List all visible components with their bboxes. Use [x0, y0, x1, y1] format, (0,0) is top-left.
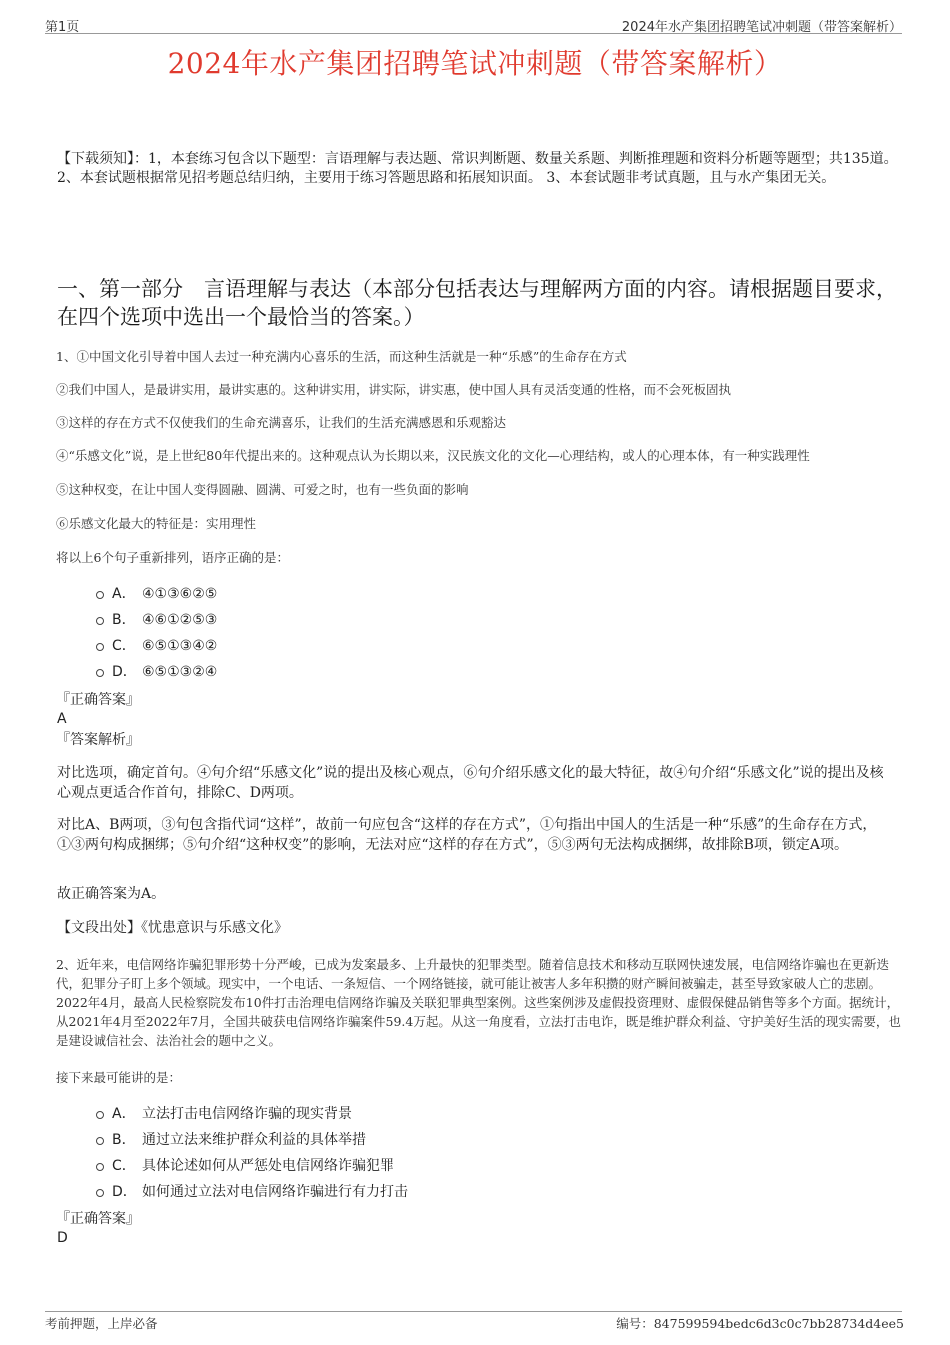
radio-icon[interactable] [96, 591, 104, 599]
section-heading: 一、第一部分 言语理解与表达（本部分包括表达与理解两方面的内容。请根据题目要求，在四个选项中选出一个最恰当的答案。） [57, 277, 897, 329]
radio-icon[interactable] [96, 1163, 104, 1171]
q2-option-c[interactable]: C． 具体论述如何从严惩处电信网络诈骗犯罪 [96, 1156, 394, 1176]
q1-sentence-2: ②我们中国人，是最讲实用，最讲实惠的。这种讲实用，讲实际，讲实惠，使中国人具有灵活变通的性格，而不会死板固执 [56, 382, 732, 397]
radio-icon[interactable] [96, 1189, 104, 1197]
q2-option-a[interactable]: A． 立法打击电信网络诈骗的现实背景 [96, 1104, 352, 1124]
q1-option-d[interactable]: D． ⑥⑤①③②④ [96, 662, 217, 682]
q1-prompt: 将以上6个句子重新排列，语序正确的是： [56, 550, 289, 565]
q1-answer-label: 『正确答案』 [56, 692, 140, 708]
header-doc-title: 2024年水产集团招聘笔试冲刺题（带答案解析） [621, 20, 902, 35]
q1-stem: 1、①中国文化引导着中国人去过一种充满内心喜乐的生活，而这种生活就是一种“乐感”的生命存在方式 [56, 349, 627, 364]
q1-analysis-label: 『答案解析』 [56, 732, 140, 748]
radio-icon[interactable] [96, 669, 104, 677]
footer-divider [45, 1311, 902, 1312]
header-divider [45, 33, 902, 34]
q1-sentence-4: ④“乐感文化”说，是上世纪80年代提出来的。这种观点认为长期以来，汉民族文化的文化—心理结构，或人的心理本体，有一种实践理性 [56, 448, 810, 463]
q1-answer: A [57, 711, 67, 727]
q1-source: 【文段出处】《忧患意识与乐感文化》 [57, 920, 288, 936]
q1-sentence-6: ⑥乐感文化最大的特征是：实用理性 [56, 516, 257, 531]
footer-doc-id: 编号：847599594bedc6d3c0c7bb28734d4ee5 [616, 1316, 904, 1331]
q2-option-b[interactable]: B． 通过立法来维护群众利益的具体举措 [96, 1130, 366, 1150]
download-notice: 【下载须知】：1，本套练习包含以下题型：言语理解与表达题、常识判断题、数量关系题、判断推理题和资料分析题等题型；共135道。 2、本套试题根据常见招考题总结归纳，主要用于练习答题思路和拓展知识面。 3、本套试题非考试真题，且与水产集团无关。 [57, 151, 898, 186]
q1-sentence-5: ⑤这种权变，在让中国人变得圆融、圆满、可爱之时，也有一些负面的影响 [56, 482, 469, 497]
radio-icon[interactable] [96, 1137, 104, 1145]
q2-answer-label: 『正确答案』 [56, 1211, 140, 1227]
q1-option-b[interactable]: B． ④⑥①②⑤③ [96, 610, 217, 630]
q2-stem: 2、近年来，电信网络诈骗犯罪形势十分严峻，已成为发案最多、上升最快的犯罪类型。随着信息技术和移动互联网快速发展，电信网络诈骗也在更新迭代，犯罪分子盯上多个领域。现实中，一个电话、一条短信、一个网络链接，就可能让被害人多年积攒的财产瞬间被骗走，甚至导致家破人亡的悲剧。2022年4月，最高人民检察院发布10件打击治理电信网络诈骗及关联犯罪典型案例。这些案例涉及虚假投资理财、虚假保健品销售等多个方面。据统计，从2021年4月至2022年7月，全国共破获电信网络诈骗案件59.4万起。从这一角度看，立法打击电诈，既是维护群众利益、守护美好生活的现实需要，也是建设诚信社会、法治社会的题中之义。 [56, 957, 901, 1048]
page-number: 第1页 [45, 20, 80, 35]
footer-slogan: 考前押题，上岸必备 [45, 1316, 158, 1331]
document-title: 2024年水产集团招聘笔试冲刺题（带答案解析） [167, 47, 783, 80]
q1-option-c[interactable]: C． ⑥⑤①③④② [96, 636, 217, 656]
q1-option-a[interactable]: A． ④①③⑥②⑤ [96, 584, 217, 604]
q2-answer: D [57, 1230, 68, 1246]
radio-icon[interactable] [96, 1111, 104, 1119]
q1-conclusion: 故正确答案为A。 [57, 886, 166, 902]
q1-analysis-1: 对比选项，确定首句。④句介绍“乐感文化”说的提出及核心观点，⑥句介绍乐感文化的最大特征，故④句介绍“乐感文化”说的提出及核心观点更适合作首句，排除C、D两项。 [57, 765, 884, 801]
radio-icon[interactable] [96, 643, 104, 651]
q1-analysis-2: 对比A、B两项，③句包含指代词“这样”，故前一句应包含“这样的存在方式”，①句指出中国人的生活是一种“乐感”的生命存在方式，①③两句构成捆绑；⑤句介绍“这种权变”的影响，无法对应“这样的存在方式”，⑤③两句无法构成捆绑，故排除B项，锁定A项。 [57, 817, 877, 853]
radio-icon[interactable] [96, 617, 104, 625]
q2-option-d[interactable]: D． 如何通过立法对电信网络诈骗进行有力打击 [96, 1182, 408, 1202]
q1-sentence-3: ③这样的存在方式不仅使我们的生命充满喜乐，让我们的生活充满感恩和乐观豁达 [56, 415, 507, 430]
q2-prompt: 接下来最可能讲的是： [56, 1070, 182, 1085]
